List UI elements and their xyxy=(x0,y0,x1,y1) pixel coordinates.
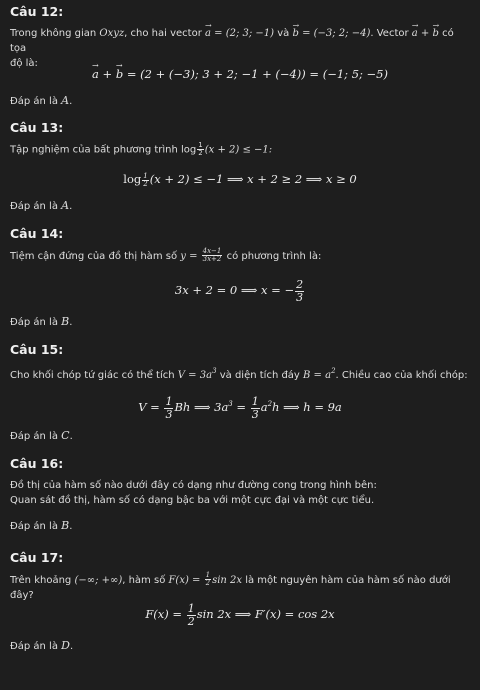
equation: 3x + 2 = 0 ⟹ x = − $\frac{2}{3}$ xyxy=(174,277,304,304)
answer-line: Đáp án là A. xyxy=(10,94,73,107)
question-14 xyxy=(10,226,470,342)
question-title: Câu 13: xyxy=(10,120,64,135)
question-text: Tiệm cận đứng của đồ thị hàm số y = $\frac{4x-1}{3x+2}$ có phương trình là: xyxy=(10,247,322,264)
question-text: Đồ thị của hàm số nào dưới đây có dạng như đường cong trong hình bên: Quan sát đồ thị, hàm số có dạng bậc ba với một cực đại và một cực tiểu. xyxy=(10,480,377,506)
question-17 xyxy=(10,550,470,658)
question-15 xyxy=(10,342,470,456)
question-13 xyxy=(10,120,470,226)
question-title: Câu 17: xyxy=(10,550,64,565)
equation: F(x) = $\frac{1}{2}$ sin 2x ⟹ F′(x) = cos 2x xyxy=(145,601,335,628)
equation: V = $\frac{1}{3}$ Bh ⟹ $3a^3$ = $\frac{1}{3}$ $a^2h$ ⟹ h = 9a xyxy=(138,394,342,421)
answer-line: Đáp án là D. xyxy=(10,639,74,652)
question-text: Trong không gian Oxyz, cho hai vector → a = (2; 3; −1) và → b = (−3; 2; −4). Vector → a + → b có tọa độ là: xyxy=(10,26,470,56)
equation: log $\frac{1}{2}$ (x + 2) ≤ −1 ⟹ x + 2 ≥ 2 ⟹ x ≥ 0 xyxy=(123,171,357,188)
answer-line: Đáp án là A. xyxy=(10,199,73,212)
answer-line: Đáp án là B. xyxy=(10,519,73,532)
question-12 xyxy=(10,4,470,120)
vector-a: → a xyxy=(205,26,211,41)
question-title: Câu 12: xyxy=(10,4,64,19)
question-16 xyxy=(10,456,470,550)
question-text: Tập nghiệm của bất phương trình log $\frac{1}{2}$ (x + 2) ≤ −1: xyxy=(10,141,273,158)
question-title: Câu 14: xyxy=(10,226,64,241)
question-title: Câu 16: xyxy=(10,456,64,471)
question-title: Câu 15: xyxy=(10,342,64,357)
answer-line: Đáp án là B. xyxy=(10,315,73,328)
question-text: Trên khoảng (−∞; +∞), hàm số F(x) = $\frac{1}{2}$ sin 2x là một nguyên hàm của hàm số nào dưới đây? xyxy=(10,571,451,601)
answer-line: Đáp án là C. xyxy=(10,429,73,442)
equation: → a + → b = (2 + (−3); 3 + 2; −1 + (−4)) = (−1; 5; −5) xyxy=(10,56,470,92)
question-text: Cho khối chóp tứ giác có thể tích $V = 3a^3$ và diện tích đáy $B = a^2$. Chiều cao của khối chóp: xyxy=(10,367,468,381)
vector-b: → b xyxy=(292,26,298,41)
